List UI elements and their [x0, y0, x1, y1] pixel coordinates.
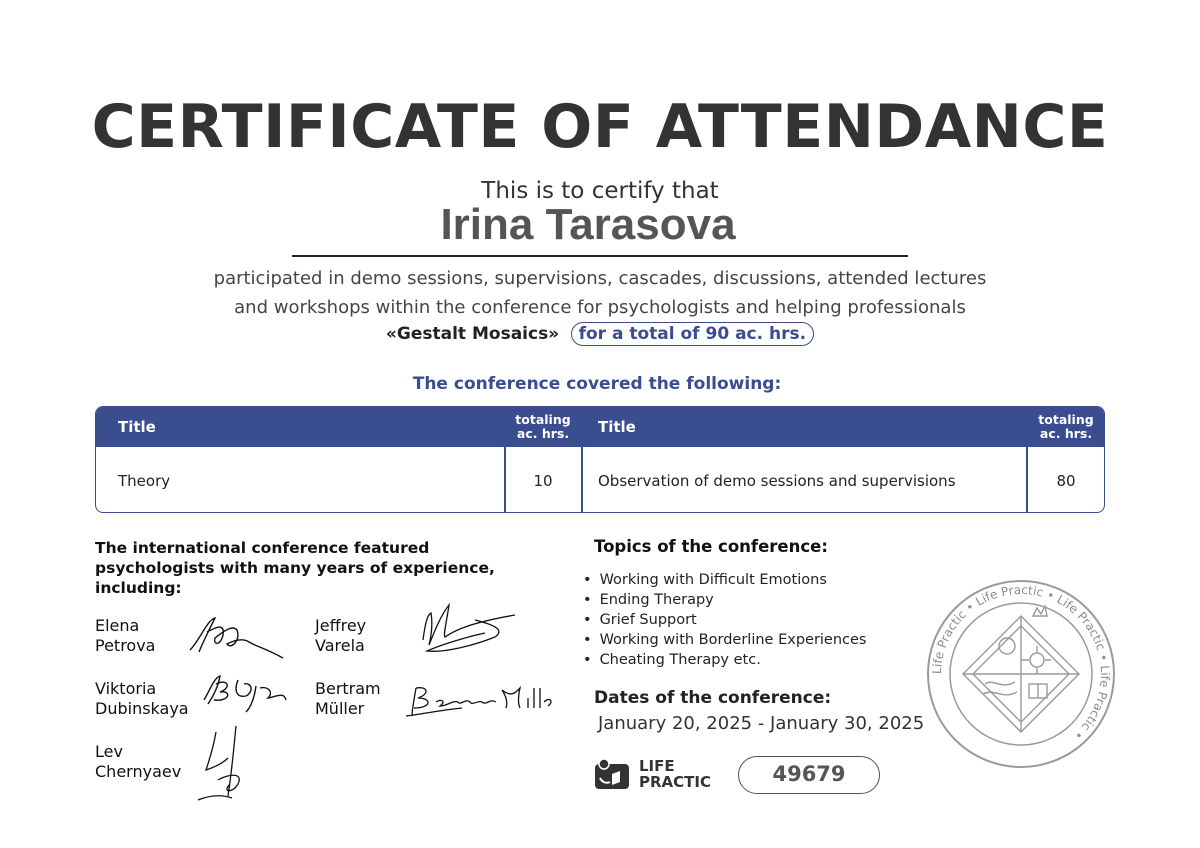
list-item: • Working with Borderline Experiences — [583, 630, 867, 650]
description-line-2: and workshops within the conference for psychologists and helping professionals — [234, 297, 966, 318]
logo-text — [639, 758, 711, 790]
list-item: • Cheating Therapy etc. — [583, 650, 867, 670]
table-cell-hours: 80 — [1056, 471, 1076, 490]
conference-line — [0, 322, 1200, 346]
header-title-left: Title — [118, 418, 156, 436]
list-item: • Working with Difficult Emotions — [583, 570, 867, 590]
signature-bertram-muller — [402, 680, 557, 722]
speaker-first-name: Bertram — [315, 679, 381, 698]
certificate-number: 49679 — [738, 756, 880, 794]
certificate-title: CERTIFICATE OF ATTENDANCE — [91, 92, 1109, 162]
signature-jeffrey-varela — [415, 595, 525, 660]
name-underline — [292, 255, 908, 257]
speaker-last-name: Müller — [315, 699, 365, 718]
speakers-intro: The international conference featured psychologists with many years of experience, including: — [95, 539, 495, 597]
life-practic-seal-icon — [925, 578, 1117, 770]
speaker-name — [315, 679, 381, 719]
speaker-first-name: Viktoria — [95, 679, 157, 698]
logo-line-1: LIFE — [639, 757, 675, 775]
list-item: • Ending Therapy — [583, 590, 867, 610]
speaker-name — [95, 742, 181, 782]
header-hours-left: totaling ac. hrs. — [515, 412, 571, 441]
dates-heading: Dates of the conference: — [594, 688, 832, 708]
logo-line-2: PRACTIC — [639, 773, 711, 791]
seal-text-path: Life Practic • Life Practic • Life Practic • Life Practic • — [929, 582, 1113, 743]
certify-text: This is to certify that — [481, 178, 719, 204]
description-line-1: participated in demo sessions, supervisions, cascades, discussions, attended lectures — [213, 268, 987, 289]
speaker-name — [95, 616, 155, 656]
topics-list — [583, 570, 867, 670]
speaker-first-name: Elena — [95, 616, 140, 635]
table-cell-title: Theory — [118, 471, 171, 490]
signature-viktoria-dubinskaya — [198, 670, 293, 715]
dates-range: January 20, 2025 - January 30, 2025 — [598, 713, 925, 734]
conference-name: «Gestalt Mosaics» — [385, 324, 560, 344]
speaker-first-name: Jeffrey — [315, 616, 367, 635]
speaker-name — [315, 616, 366, 656]
life-practic-logo-icon — [594, 758, 630, 790]
table-cell-title: Observation of demo sessions and supervisions — [598, 471, 956, 490]
speaker-last-name: Dubinskaya — [95, 699, 189, 718]
total-hours-badge: for a total of 90 ac. hrs. — [571, 322, 814, 346]
recipient-name: Irina Tarasova — [440, 200, 736, 249]
table-cell-hours: 10 — [533, 471, 553, 490]
header-hours-right: totaling ac. hrs. — [1038, 412, 1094, 441]
speaker-last-name: Chernyaev — [95, 762, 182, 781]
header-title-right: Title — [598, 418, 636, 436]
speaker-last-name: Petrova — [95, 636, 156, 655]
program-table — [95, 406, 1105, 513]
speaker-first-name: Lev — [95, 742, 123, 761]
life-practic-logo — [594, 758, 711, 790]
topics-heading: Topics of the conference: — [594, 537, 828, 556]
table-divider — [581, 407, 583, 513]
signature-lev-chernyaev — [188, 722, 263, 807]
speaker-last-name: Varela — [315, 636, 365, 655]
speaker-name — [95, 679, 189, 719]
list-item: • Grief Support — [583, 610, 867, 630]
covered-heading: The conference covered the following: — [412, 374, 782, 394]
signature-elena-petrova — [185, 610, 290, 665]
